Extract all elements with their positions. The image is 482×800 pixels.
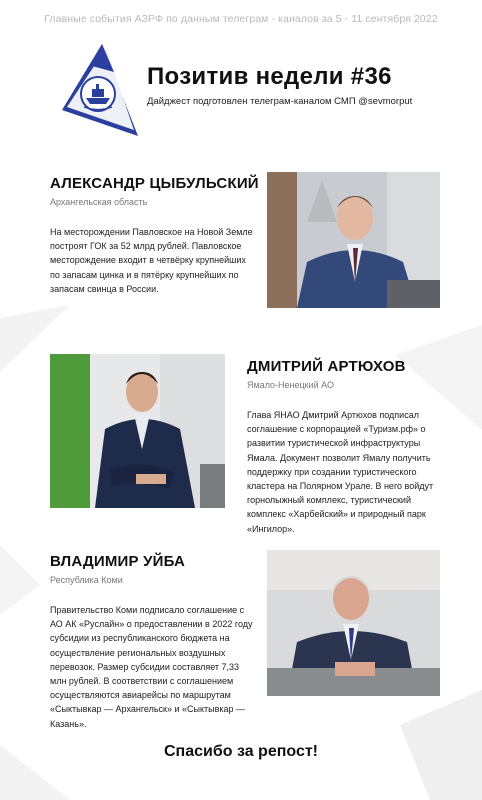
smp-logo [62, 44, 138, 136]
page-subtitle: Дайджест подготовлен телеграм-каналом СМП @sevmorput [147, 96, 413, 107]
person-region: Ямало-Ненецкий АО [247, 380, 334, 390]
person-region: Архангельская область [50, 197, 148, 207]
person-news-text: Глава ЯНАО Дмитрий Артюхов подписал соглашение с корпорацией «Туризм.рф» о развитии туристической инфраструктуры Ямала. Документ позволит Ямалу получить поддержку при создании туристического кластера на Полярном Урале. В него войдут горнолыжный комплекс, туристический комплекс «Харбейский» и природный парк «Ингилор». [247, 410, 434, 534]
person-name: ВЛАДИМИР УЙБА [50, 553, 186, 570]
person-news-text: Правительство Коми подписало соглашение с АО АК «Руслайн» о предоставлении в 2022 году субсидии из республиканского бюджета на осуществление региональных воздушных перевозок. Размер субсидии составляет 7,33 млн рублей. В соответствии с соглашением осуществляются авиарейсы по маршрутам «Сыктывкар — Архангельск» и «Сыктывкар — Казань». [50, 605, 253, 729]
person-news-text: На месторождении Павловское на Новой Земле построят ГОК за 52 млрд рублей. Павловское месторождение входит в четвёрку крупнейших по запасам цинка и в пятёрку крупнейших по запасам свинца в России. [50, 227, 253, 294]
person-name: ДМИТРИЙ АРТЮХОВ [247, 358, 406, 375]
digest-period-caption: Главные события АЗРФ по данным телеграм - каналов за 5 - 11 сентября 2022 [44, 13, 438, 25]
page-title: Позитив недели #36 [147, 63, 392, 90]
person-photo-2 [50, 354, 225, 508]
person-name: АЛЕКСАНДР ЦЫБУЛЬСКИЙ [50, 175, 259, 192]
thanks-caption: Спасибо за репост! [164, 743, 318, 760]
person-photo-1 [267, 172, 440, 308]
person-photo-3 [267, 550, 440, 696]
person-region: Республика Коми [50, 575, 123, 585]
person-card-3 [50, 553, 255, 731]
person-card-2 [247, 358, 452, 536]
person-card-1 [50, 175, 259, 296]
